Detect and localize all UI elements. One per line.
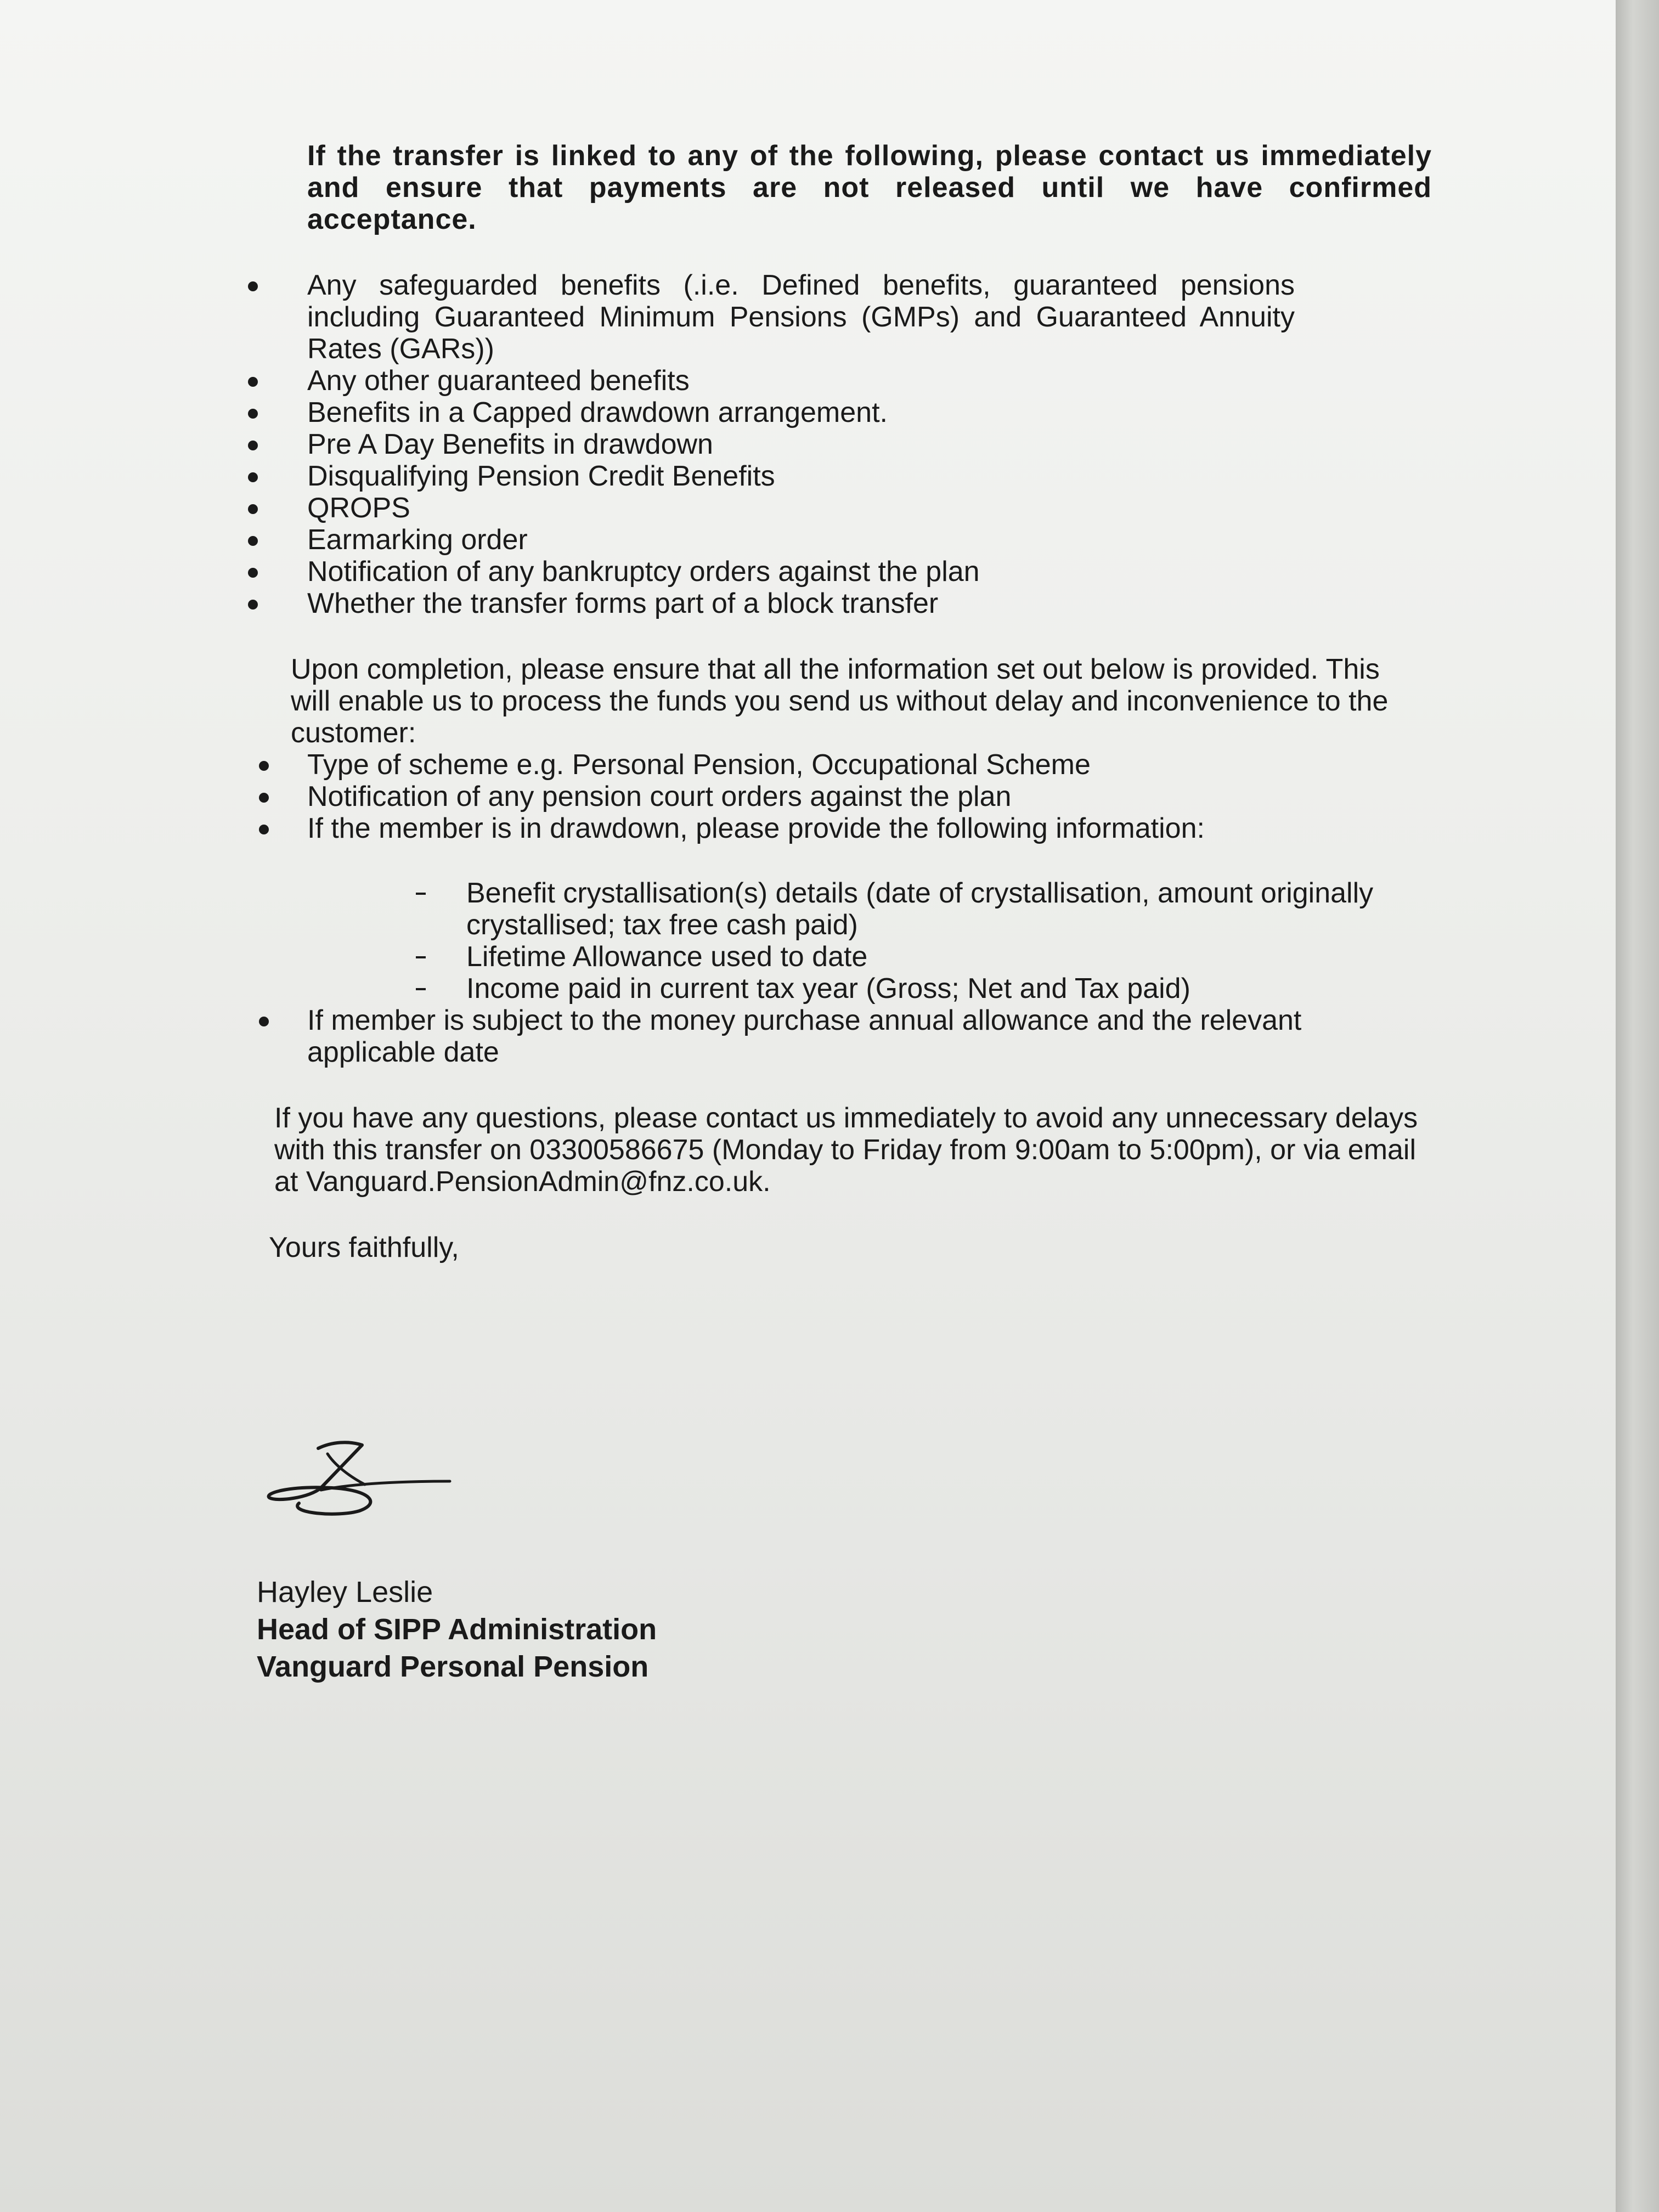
bullet-icon xyxy=(259,761,269,771)
bullet-icon xyxy=(259,793,269,803)
list-item: Any other guaranteed benefits xyxy=(307,365,1295,397)
intro-paragraph: If the transfer is linked to any of the following, please contact us immediately and ensure that payments are not released until we have confirmed acceptance. xyxy=(307,140,1432,235)
list-item: Pre A Day Benefits in drawdown xyxy=(307,428,1295,460)
bullet-icon xyxy=(248,600,258,610)
list-item: Benefits in a Capped drawdown arrangement. xyxy=(307,397,1295,428)
signatory-organisation: Vanguard Personal Pension xyxy=(257,1650,649,1683)
bullet-icon xyxy=(248,441,258,450)
list-item: Notification of any bankruptcy orders against the plan xyxy=(307,556,1295,588)
bullet-icon xyxy=(248,472,258,482)
bullet-icon xyxy=(248,504,258,514)
list-item: Income paid in current tax year (Gross; Net and Tax paid) xyxy=(466,973,1454,1005)
dash-icon xyxy=(416,893,426,895)
list-item: Lifetime Allowance used to date xyxy=(466,941,1454,973)
list-item: Benefit crystallisation(s) details (date of crystallisation, amount originally crystallised; tax free cash paid) xyxy=(466,877,1454,941)
completion-items-list xyxy=(307,749,1350,844)
list-item: Type of scheme e.g. Personal Pension, Occupational Scheme xyxy=(307,749,1350,781)
list-item: QROPS xyxy=(307,492,1295,524)
signature-block xyxy=(257,1573,657,1685)
mpaa-list xyxy=(307,1005,1383,1068)
signatory-title: Head of SIPP Administration xyxy=(257,1613,657,1646)
list-item: Earmarking order xyxy=(307,524,1295,556)
contact-paragraph: If you have any questions, please contact us immediately to avoid any unnecessary delays with this transfer on 03300586675 (Monday to Friday from 9:00am to 5:00pm), or via email at Vanguard.PensionAdmin@fnz.co.uk. xyxy=(274,1102,1418,1198)
page-edge-shadow xyxy=(1616,0,1659,2212)
drawdown-items-list xyxy=(466,877,1454,1005)
completion-paragraph: Upon completion, please ensure that all the information set out below is provided. This will enable us to process the funds you send us without delay and inconvenience to the customer: xyxy=(291,653,1389,749)
bullet-icon xyxy=(248,536,258,546)
list-item: Disqualifying Pension Credit Benefits xyxy=(307,460,1295,492)
handwritten-signature xyxy=(266,1437,453,1525)
bullet-icon xyxy=(248,409,258,419)
dash-icon xyxy=(416,988,426,990)
bullet-icon xyxy=(248,377,258,387)
bullet-icon xyxy=(248,281,258,291)
bullet-icon xyxy=(259,825,269,834)
list-item: Whether the transfer forms part of a block transfer xyxy=(307,588,1295,619)
bullet-icon xyxy=(259,1017,269,1026)
bullet-icon xyxy=(248,568,258,578)
signatory-name: Hayley Leslie xyxy=(257,1576,433,1609)
letter-body xyxy=(269,140,1432,1263)
dash-icon xyxy=(416,956,426,958)
list-item: Any safeguarded benefits (.i.e. Defined benefits, guaranteed pensions including Guaranteed Minimum Pensions (GMPs) and Guaranteed Annuity Rates (GARs)) xyxy=(307,269,1295,365)
linked-items-list xyxy=(307,269,1295,619)
list-item: Notification of any pension court orders against the plan xyxy=(307,781,1350,812)
closing-line: Yours faithfully, xyxy=(269,1232,459,1263)
list-item: If the member is in drawdown, please provide the following information: xyxy=(307,812,1350,844)
list-item: If member is subject to the money purchase annual allowance and the relevant applicable date xyxy=(307,1005,1383,1068)
